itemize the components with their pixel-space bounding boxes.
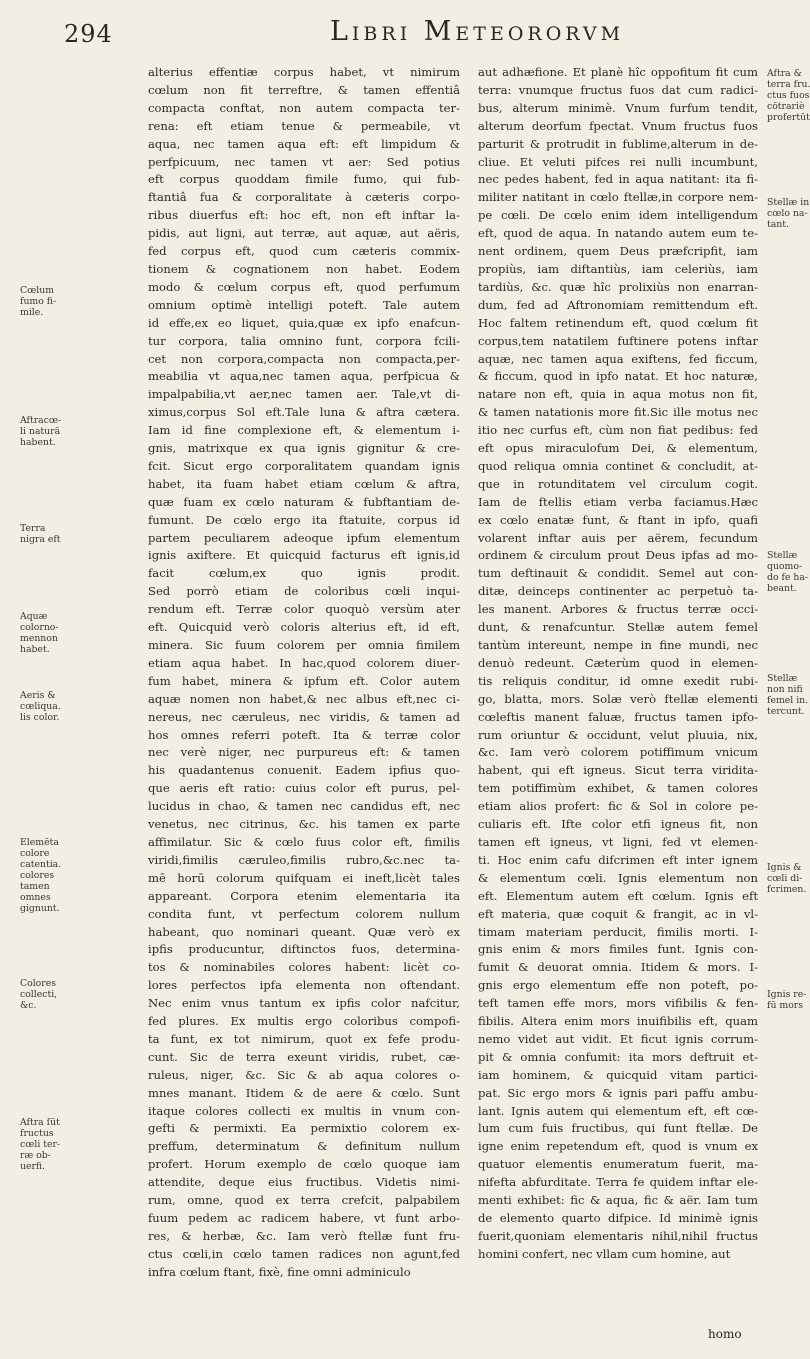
text-line: iam hominem, & quicquid vitam partici- <box>478 1067 758 1082</box>
text-line: etiam aqua habet. In hac,quod colorem diuer- <box>148 655 460 670</box>
text-line: tos & nominabiles colores habent: licèt co- <box>148 960 460 975</box>
text-line: nec pedes habent, fed in aqua natitant: ita fi- <box>478 172 758 187</box>
gloss-line: tamen <box>20 881 50 892</box>
gloss-line: femel in. <box>767 695 809 706</box>
text-line: aqua, nec tamen aqua eft: eft limpidum & <box>148 136 460 151</box>
text-line: ex cœlo enatæ funt, & ftant in ipfo, quafi <box>478 512 758 527</box>
gloss-line: fumo fi- <box>20 296 57 307</box>
text-line: aut adhæfione. Et planè hîc oppofitum fit cum <box>478 65 758 79</box>
gloss-line: Ignis & <box>767 862 802 873</box>
text-line: homini confert, nec vllam cum homine, aut <box>478 1246 731 1261</box>
text-line: alterum deorfum fpectat. Vnum fructus fuos <box>478 118 758 133</box>
text-line: ignis axiftere. Et quicquid facturus eft ignis,id <box>148 548 460 563</box>
gloss-line: uerfi. <box>20 1161 46 1172</box>
text-line: quod reliqua omnia continet & concludit, at- <box>478 458 758 473</box>
text-line: etiam alios profert: fic & Sol in colore pe- <box>478 799 758 814</box>
text-line: ximus,corpus Sol eft.Tale luna & aftra cætera. <box>148 405 460 420</box>
gloss-line: colore <box>20 848 50 859</box>
text-line: eft. Quicquid verò coloris alterius eft, id eft, <box>148 620 460 635</box>
gloss-line: tant. <box>767 219 789 230</box>
gloss-line: tercunt. <box>767 706 805 717</box>
text-line: eft opus miraculofum Dei, & elementum, <box>478 441 758 456</box>
text-line: appareant. Corpora etenim elementaria ita <box>148 888 460 903</box>
text-line: gnis ergo elementum effe non poteft, po- <box>478 978 758 993</box>
gloss-line: fū mors <box>767 1000 804 1011</box>
text-line: tis reliquis conditur, id omne exedit rubi- <box>478 673 758 688</box>
gloss-line: beant. <box>767 583 797 594</box>
text-line: habet, ita fuam habet etiam cœlum & aftra, <box>148 476 460 491</box>
text-line: ruleus, niger, &c. Sic & ab aqua colores o- <box>148 1067 460 1082</box>
text-line: perfpicuum, nec tamen vt aer: Sed potius <box>148 154 460 169</box>
text-line: eft, quod de aqua. In natando autem eum te- <box>478 226 758 241</box>
gloss-line: gignunt. <box>20 903 60 914</box>
text-line: dum, fed ad Aftronomiam remittendum eft. <box>478 297 758 312</box>
text-line: tur corpora, talia omnino funt, corpora fcili- <box>148 333 460 348</box>
gloss-line: non nifi <box>767 684 803 695</box>
text-line: ti. Hoc enim cafu difcrimen eft inter ignem <box>478 852 758 867</box>
left-marginal-gloss <box>20 415 61 448</box>
text-line: facit cœlum,ex quo ignis prodit. <box>148 566 460 581</box>
gloss-line: cōtrariè <box>767 101 805 112</box>
catchword: homo <box>708 1327 742 1341</box>
text-line: cunt. Sic de terra exeunt viridis, rubet, cæ- <box>148 1049 460 1064</box>
gloss-line: Aftra & <box>767 68 802 79</box>
gloss-line: Stellæ <box>767 673 798 684</box>
gloss-line: fcrimen. <box>767 884 807 895</box>
text-line: condita funt, vt perfectum colorem nullum <box>148 906 460 921</box>
right-marginal-gloss <box>767 197 809 230</box>
text-line: tardiùs, &c. quæ hîc prolixiùs non enarran- <box>478 279 758 294</box>
gloss-line: Terra <box>20 523 46 534</box>
text-line: terra: vnumque fructus fuos dat cum radici- <box>478 82 758 97</box>
text-line: tem potiffimùm exhibet, & tamen colores <box>478 781 758 796</box>
gloss-line: colores <box>20 870 55 881</box>
text-line: Iam de ftellis etiam verba faciamus.Hæc <box>478 494 758 509</box>
text-line: denuò redeunt. Cæterùm quod in elemen- <box>478 655 758 670</box>
text-line: menti exhibet: fic & aqua, fic & aër. Iam tum <box>478 1193 758 1208</box>
text-line: fuerit,quoniam elementaris nihil,nihil fructus <box>478 1228 758 1243</box>
left-marginal-gloss <box>20 523 61 545</box>
gloss-line: li naturā <box>20 426 61 437</box>
gloss-line: cœlo na- <box>767 208 808 219</box>
text-line: pat. Sic ergo mors & ignis pari paffu ambu- <box>478 1085 758 1100</box>
right-marginal-gloss <box>767 989 806 1011</box>
text-line: cliue. Et veluti pifces rei nulli incumbunt, <box>478 154 758 169</box>
text-line: fuum pedem ac radicem habere, vt funt arbo- <box>148 1211 460 1225</box>
gloss-line: Aftracœ- <box>20 415 62 426</box>
text-line: nereus, nec cæruleus, nec viridis, & tamen ad <box>148 709 460 724</box>
gloss-line: lis color. <box>20 712 60 723</box>
gloss-line: do fe ha- <box>767 572 809 583</box>
text-line: Hoc faltem retinendum eft, quod cœlum fit <box>478 315 758 330</box>
text-line: fumit & deuorat omnia. Itidem & mors. I- <box>478 960 758 975</box>
text-line: eft corpus quoddam fimile fumo, qui fub- <box>148 172 460 187</box>
text-line: volarent inftar auis per aërem, fecundum <box>478 530 758 545</box>
text-line: preffum, determinatum & definitum nullum <box>148 1139 460 1154</box>
text-line: lucidus in chao, & tamen nec candidus eft, nec <box>148 799 460 814</box>
text-line: go, blatta, mors. Solæ verò ftellæ elementi <box>478 691 758 706</box>
text-line: culiaris eft. Ifte color etfi igneus fit, non <box>478 817 758 832</box>
left-text-column <box>148 64 460 1282</box>
gloss-line: mennon <box>20 633 58 644</box>
text-line: tionem & cognationem non habet. Eodem <box>148 261 460 276</box>
text-line: pe cœli. De cœlo enim idem intelligendum <box>478 208 758 223</box>
text-line: militer natitant in cœlo ftellæ,in corpore nem- <box>478 190 758 205</box>
text-line: gnis enim & mors fimiles funt. Ignis con- <box>478 942 758 957</box>
text-line: omnium optimè intelligi poteft. Tale autem <box>148 297 460 312</box>
gloss-line: collecti, <box>20 989 58 1000</box>
text-line: gnis, matrixque ex qua ignis gignitur & cre- <box>148 441 460 456</box>
text-line: fcit. Sicut ergo corporalitatem quandam ignis <box>148 458 460 473</box>
gloss-line: Ignis re- <box>767 989 807 1000</box>
running-title: Libri Meteororvm <box>330 16 625 47</box>
text-line: & ficcum, quod in ipfo natat. Et hoc naturæ, <box>478 369 758 384</box>
text-line: fum habet, minera & ipfum eft. Color autem <box>148 673 460 688</box>
right-marginal-gloss <box>767 673 808 717</box>
gloss-line: Cœlum <box>20 285 55 296</box>
gloss-line: ctus fuos <box>767 90 810 101</box>
gloss-line: Elemēta <box>20 837 59 848</box>
gloss-line: cœliqua. <box>20 701 61 712</box>
gloss-line: terra fru. <box>767 79 810 90</box>
gloss-line: omnes <box>20 892 51 903</box>
text-line: dunt, & renafcuntur. Stellæ autem femel <box>478 620 758 635</box>
text-line: nifefta abfurditate. Terra fe quidem inftar ele- <box>478 1175 758 1190</box>
gloss-line: Colores <box>20 978 56 989</box>
text-line: habeant, quo nominari queant. Quæ verò ex <box>148 924 460 939</box>
gloss-line: quomo- <box>767 561 803 572</box>
left-marginal-gloss <box>20 285 56 318</box>
gloss-line: mile. <box>20 307 44 318</box>
text-line: rum, omne, quod ex terra crefcit, palpabilem <box>148 1193 460 1208</box>
text-line: de elemento quarto difpice. Id minimè ignis <box>478 1211 758 1225</box>
text-line: impalpabilia,vt aer,nec tamen aer. Tale,vt di- <box>148 387 460 402</box>
gloss-line: colorno- <box>20 622 59 633</box>
text-line: ditæ, deinceps continenter ac perpetuò ta- <box>478 584 758 599</box>
text-line: tum deftinauit & condidit. Semel aut con- <box>478 566 758 581</box>
text-line: pidis, aut ligni, aut terræ, aut aquæ, aut aëris, <box>148 226 460 241</box>
gloss-line: Stellæ in <box>767 197 810 208</box>
text-line: viridi,fimilis cæruleo,fimilis rubro,&c.nec ta- <box>148 852 460 867</box>
text-line: propiùs, iam diftantiùs, iam celeriùs, iam <box>478 261 758 276</box>
text-line: Nec enim vnus tantum ex ipfis color nafcitur, <box>148 996 460 1011</box>
text-line: Sed porrò etiam de coloribus cœli inqui- <box>148 584 460 599</box>
text-line: cœlum non fit terreftre, & tamen effentiâ <box>148 82 460 97</box>
gloss-line: Stellæ <box>767 550 798 561</box>
text-line: quatuor elementis enumeratum fuerit, ma- <box>478 1157 758 1172</box>
left-marginal-gloss <box>20 690 61 723</box>
left-marginal-gloss <box>20 611 59 655</box>
text-line: que in rotunditatem vel circulum cogit. <box>478 476 758 491</box>
right-marginal-gloss <box>767 862 806 895</box>
text-line: Iam id fine complexione eft, & elementum i- <box>148 423 460 438</box>
text-line: hos omnes referri poteft. Ita & terræ color <box>148 727 460 742</box>
left-marginal-gloss <box>20 1117 60 1172</box>
text-line: rendum eft. Terræ color quoquò versùm ater <box>148 602 460 617</box>
text-line: res, & herbæ, &c. Iam verò ftellæ funt fru- <box>148 1228 460 1243</box>
text-line: mē horū colorum quifquam ei ineft,licèt tales <box>148 870 460 885</box>
text-line: ftantiâ fua & corporalitate à cæteris corpo- <box>148 190 460 205</box>
text-line: rum oriuntur & occidunt, velut pluuia, nix, <box>478 727 758 742</box>
text-line: fed corpus eft, quod cum cæteris commix- <box>148 244 460 259</box>
text-line: mnes manant. Itidem & de aere & cœlo. Sunt <box>148 1085 460 1100</box>
gloss-line: profertūt <box>767 112 810 123</box>
text-line: & tamen natationis more fit.Sic ille motus nec <box>478 405 758 420</box>
text-line: venetus, nec citrinus, &c. his tamen ex parte <box>148 817 460 832</box>
text-line: partem peculiarem adeoque ipfum elementum <box>148 530 460 545</box>
right-marginal-gloss <box>767 68 810 123</box>
right-text-column <box>478 64 758 1264</box>
text-line: ta funt, ex tot nimirum, quot ex fefe produ- <box>148 1031 460 1046</box>
text-line: lum cum fuis fructibus, qui funt ftellæ. De <box>478 1121 758 1136</box>
text-line: fed plures. Ex multis ergo coloribus compofi- <box>148 1014 460 1029</box>
gloss-line: Aeris & <box>20 690 56 701</box>
text-line: natare non eft, quia in aqua motus non fit, <box>478 387 758 402</box>
text-line: que aeris eft ratio: cuius color eft purus, pel- <box>148 781 460 796</box>
gloss-line: habent. <box>20 437 56 448</box>
text-line: nent ordinem, quem Deus præfcripfit, iam <box>478 244 758 259</box>
page-number: 294 <box>64 20 113 48</box>
text-line: his quadantenus conuenit. Eadem ipfius quo- <box>148 763 460 778</box>
text-line: eft. Elementum autem eft cœlum. Ignis eft <box>478 888 758 903</box>
gloss-line: fructus <box>20 1128 54 1139</box>
left-marginal-gloss <box>20 837 61 914</box>
text-line: affimilatur. Sic & cœlo fuus color eft, fimilis <box>148 834 460 849</box>
text-line: meabilia vt aqua,nec tamen aqua, perfpicua & <box>148 369 460 384</box>
text-line: timam materiam perducit, fimilis morti. I- <box>478 924 758 939</box>
text-line: &c. Iam verò colorem potiffimum vnicum <box>478 745 758 760</box>
text-line: ordinem & circulum prout Deus ipfas ad mo- <box>478 548 758 563</box>
gloss-line: Aquæ <box>20 611 48 622</box>
text-line: id effe,ex eo liquet, quia,quæ ex ipfo enafcun- <box>148 315 460 330</box>
text-line: corpus,tem natatilem fuftinere potens inftar <box>478 333 758 348</box>
gloss-line: cœli di- <box>767 873 803 884</box>
text-line: teft tamen effe mors, mors vifibilis & fen- <box>478 996 758 1011</box>
text-line: pit & omnia confumit: ita mors deftruit et- <box>478 1049 758 1064</box>
text-line: & elementum cœli. Ignis elementum non <box>478 870 758 885</box>
left-marginal-gloss <box>20 978 57 1011</box>
text-line: ipfis producuntur, diftinctos fuos, determina- <box>148 942 460 957</box>
text-line: gefti & permixti. Ea permixtio colorem ex- <box>148 1121 460 1136</box>
text-line: tamen eft igneus, vt ligni, fed vt elemen- <box>478 834 758 849</box>
text-line: compacta conftat, non autem compacta ter- <box>148 100 460 115</box>
text-line: habent, qui eft igneus. Sicut terra viridita- <box>478 763 758 778</box>
text-line: tantùm intereunt, nempe in fine mundi, nec <box>478 638 758 652</box>
text-line: aquæ, nec tamen aqua exiftens, fed ficcum, <box>478 351 758 366</box>
text-line: cet non corpora,compacta non compacta,per- <box>148 351 460 366</box>
gloss-line: habet. <box>20 644 50 655</box>
gloss-line: catentia. <box>20 859 62 870</box>
text-line: quæ fuam ex cœlo naturam & fubftantiam de- <box>148 494 460 509</box>
text-line: itaque colores collecti ex multis in vnum con- <box>148 1103 460 1118</box>
text-line: itio nec curfus eft, cùm non fiat pedibus: fed <box>478 423 758 438</box>
text-line: aquæ nomen non habet,& nec albus eft,nec ci- <box>148 691 460 706</box>
text-line: nec verè niger, nec purpureus eft: & tamen <box>148 745 460 760</box>
text-line: profert. Horum exemplo de cœlo quoque iam <box>148 1157 460 1172</box>
text-line: modo & cœlum corpus eft, quod perfumum <box>148 279 460 294</box>
text-line: les manent. Arbores & fructus terræ occi- <box>478 602 758 617</box>
text-line: infra cœlum ftant, fixè, fine omni adminiculo <box>148 1264 411 1279</box>
text-line: nemo videt aut vidit. Et ficut ignis corrum- <box>478 1031 758 1046</box>
right-marginal-gloss <box>767 550 808 594</box>
text-line: igne enim repetendum eft, quod is vnum ex <box>478 1139 758 1154</box>
text-line: alterius effentiæ corpus habet, vt nimirum <box>148 65 460 79</box>
text-line: lant. Ignis autem qui elementum eft, eft cœ- <box>478 1103 758 1118</box>
text-line: lores perfectos ipfa elementa non oftendant. <box>148 978 460 993</box>
text-line: eft materia, quæ coquit & frangit, ac in vl- <box>478 906 758 921</box>
gloss-line: nigra eft <box>20 534 61 545</box>
text-line: parturit & protrudit in fublime,alterum in de- <box>478 136 758 151</box>
text-line: minera. Sic fuum colorem per omnia fimilem <box>148 638 460 652</box>
gloss-line: cœli ter- <box>20 1139 61 1150</box>
text-line: ctus cœli,in cœlo tamen radices non agunt,fed <box>148 1246 460 1261</box>
gloss-line: &c. <box>20 1000 37 1011</box>
gloss-line: ræ ob- <box>20 1150 51 1161</box>
text-line: attendite, deque eius fructibus. Videtis nimi- <box>148 1175 460 1190</box>
gloss-line: Aftra ſūt <box>20 1117 60 1128</box>
text-line: fibilis. Altera enim mors inuifibilis eft, quam <box>478 1014 758 1029</box>
text-line: bus, alterum minimè. Vnum furfum tendit, <box>478 100 758 115</box>
text-line: fumunt. De cœlo ergo ita ftatuite, corpus id <box>148 512 460 527</box>
text-line: rena: eft etiam tenue & permeabile, vt <box>148 118 460 133</box>
text-line: cœleftis manent faluæ, fructus tamen ipfo- <box>478 709 758 724</box>
text-line: ribus diuerfus eft: hoc eft, non eft inftar la- <box>148 208 460 223</box>
